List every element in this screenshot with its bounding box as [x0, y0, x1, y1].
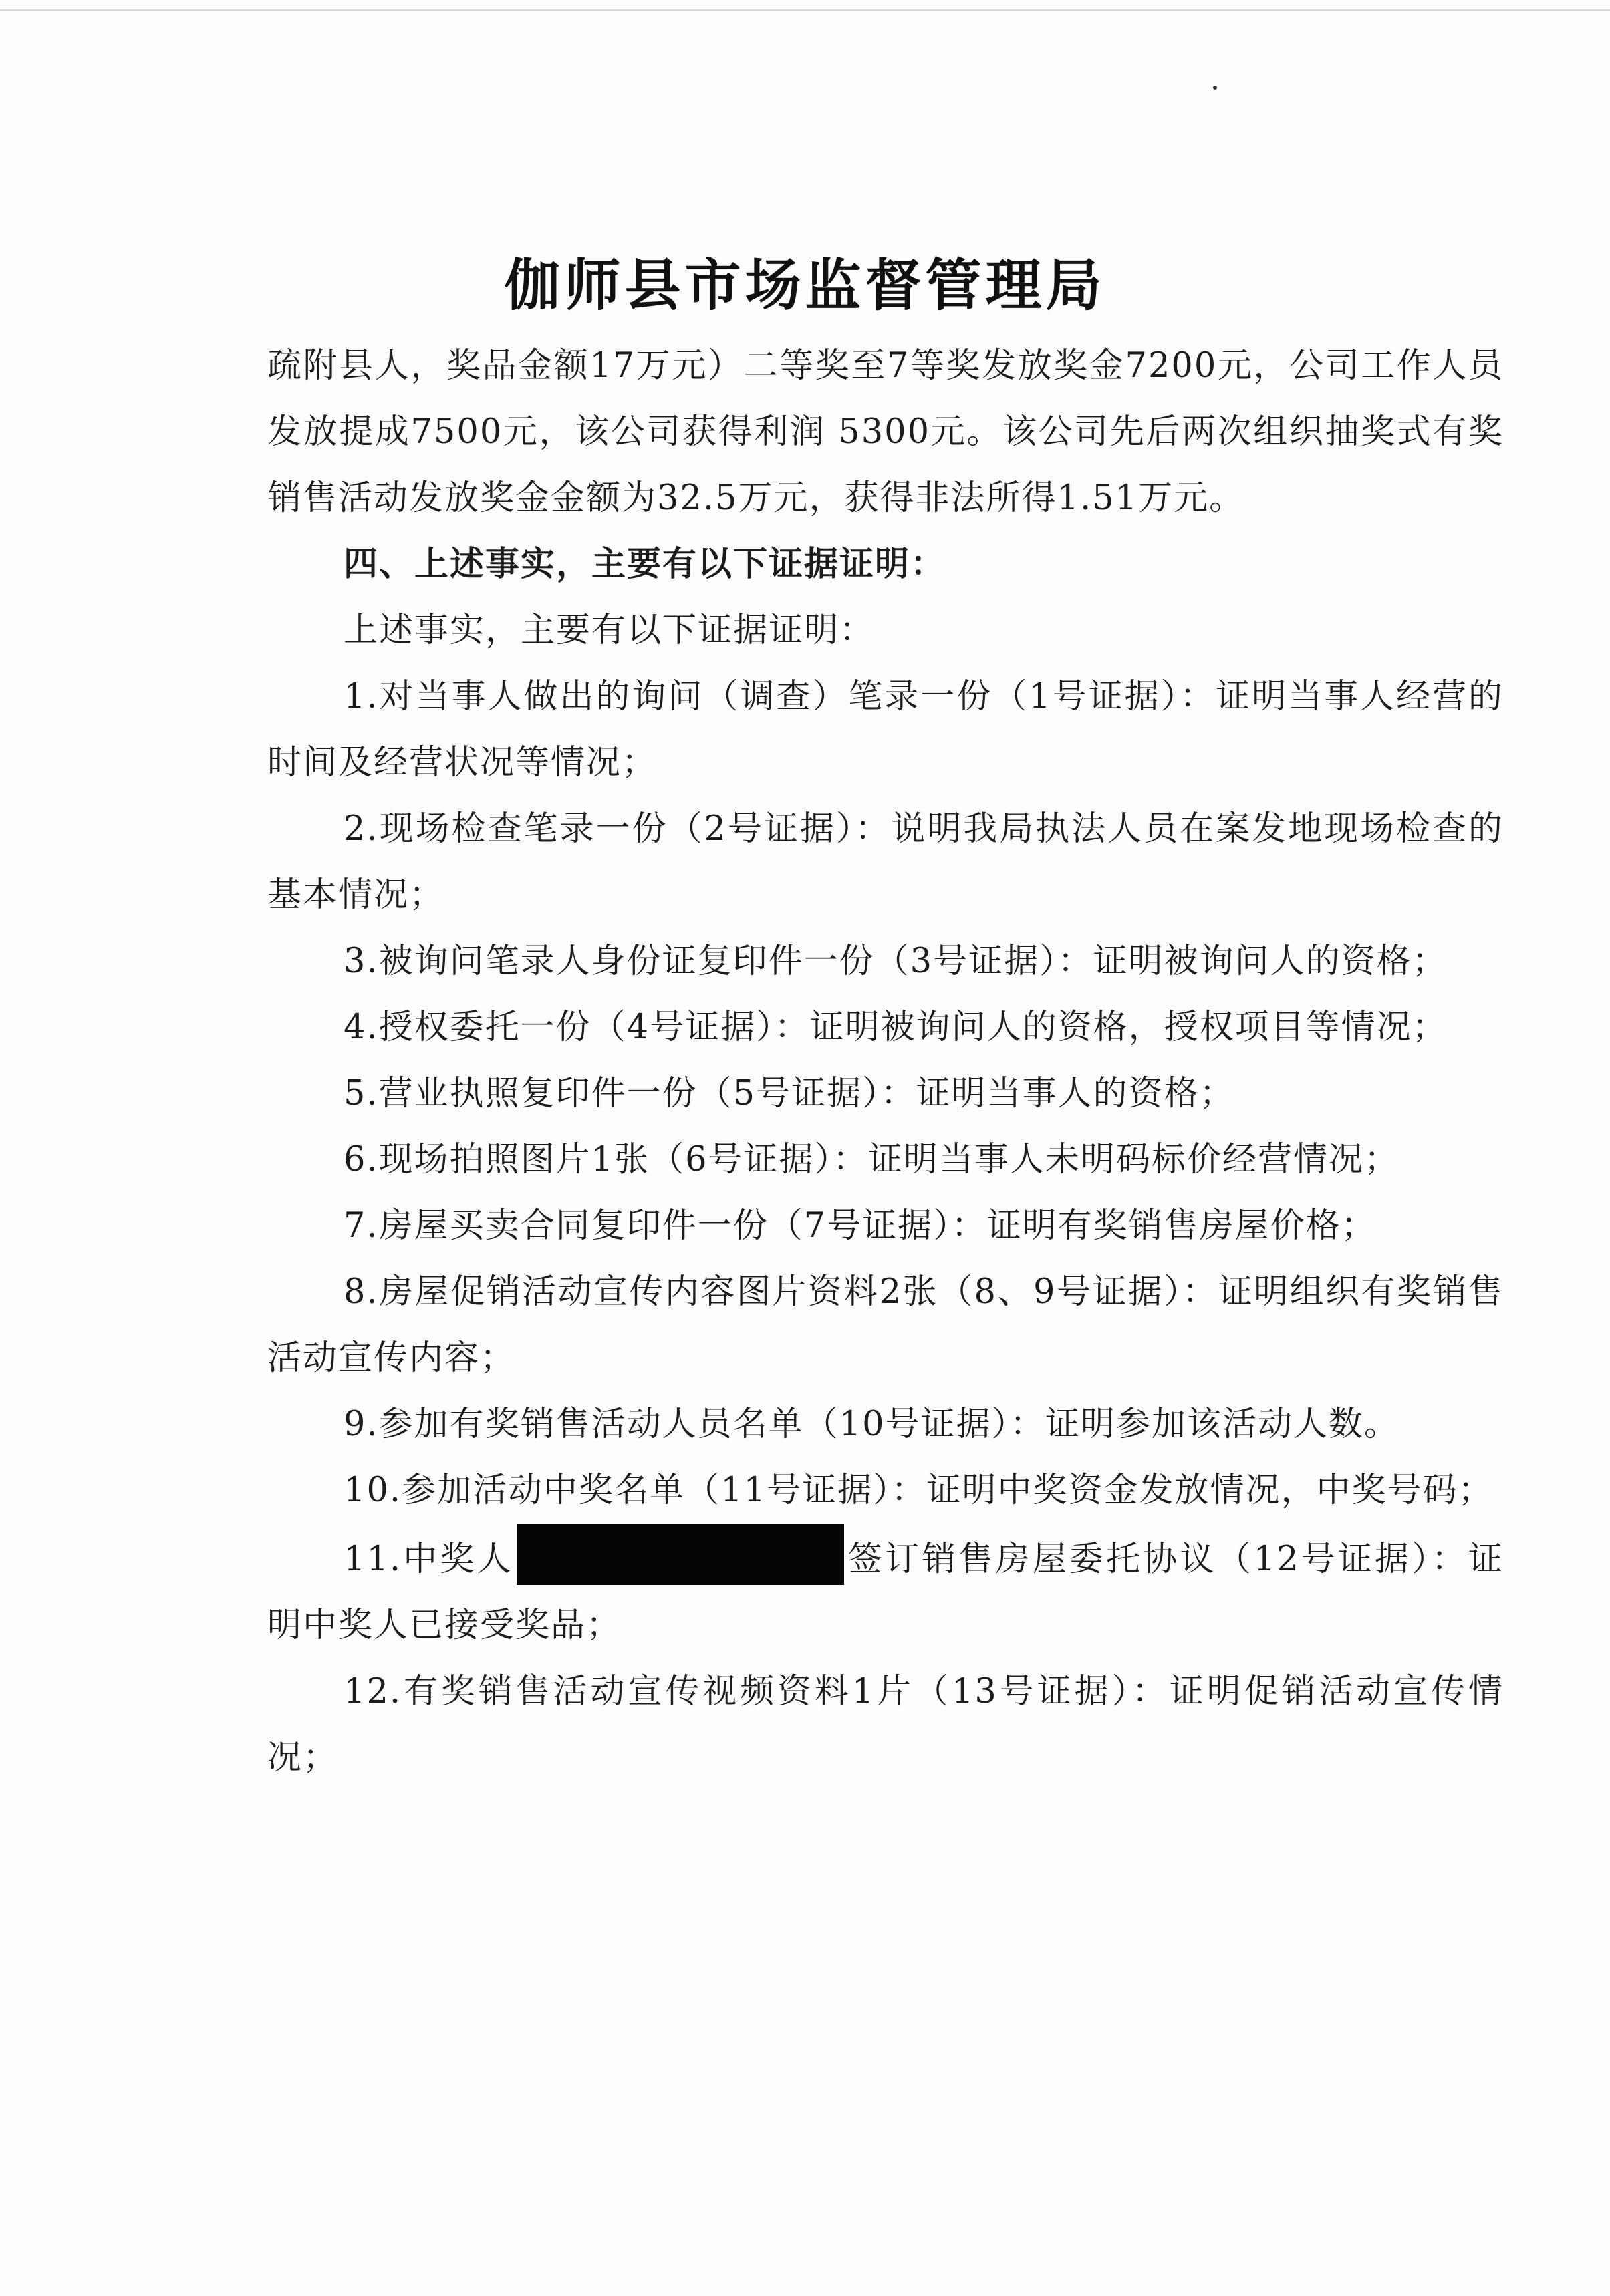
- evidence-item-5: 5.营业执照复印件一份（5号证据）：证明当事人的资格；: [344, 1074, 1235, 1113]
- evidence-item-4: 4.授权委托一份（4号证据）：证明被询问人的资格，授权项目等情况；: [344, 1008, 1448, 1047]
- scan-speck: [1213, 86, 1217, 90]
- evidence-item-8: 8.房屋促销活动宣传内容图片资料2张（8、9号证据）：证明组织有奖销售活动宣传内容；: [267, 1272, 1504, 1378]
- document-title: 伽师县市场监督管理局: [504, 253, 1106, 318]
- document-body: [267, 333, 1504, 1791]
- evidence-item-9: 9.参加有奖销售活动人员名单（10号证据）：证明参加该活动人数。: [344, 1405, 1400, 1444]
- evidence-item-3: 3.被询问笔录人身份证复印件一份（3号证据）：证明被询问人的资格；: [344, 942, 1448, 981]
- paragraph-continuation: 疏附县人，奖品金额17万元）二等奖至7等奖发放奖金7200元，公司工作人员发放提成7500元，该公司获得利润 5300元。该公司先后两次组织抽奖式有奖销售活动发放奖金金额为32.5万元，获得非法所得1.51万元。: [267, 346, 1504, 518]
- evidence-item-11: [267, 1524, 1504, 1659]
- evidence-item-12: 12.有奖销售活动宣传视频资料1片（13号证据）：证明促销活动宣传情况；: [267, 1672, 1504, 1777]
- evidence-item-6: 6.现场拍照图片1张（6号证据）：证明当事人未明码标价经营情况；: [344, 1140, 1400, 1179]
- scan-edge-line: [0, 9, 1610, 11]
- evidence-item-11-prefix: 11.中奖人: [344, 1540, 514, 1579]
- evidence-item-2: 2.现场检查笔录一份（2号证据）：说明我局执法人员在案发地现场检查的基本情况；: [267, 809, 1504, 915]
- section-heading-evidence: 四、上述事实，主要有以下证据证明：: [344, 545, 946, 584]
- evidence-item-1: 1.对当事人做出的询问（调查）笔录一份（1号证据）：证明当事人经营的时间及经营状况等情况；: [267, 677, 1504, 782]
- evidence-item-10: 10.参加活动中奖名单（11号证据）：证明中奖资金发放情况，中奖号码；: [344, 1471, 1494, 1510]
- paragraph-evidence-intro: 上述事实，主要有以下证据证明：: [344, 611, 876, 650]
- evidence-item-11-suffix: 签订销售房屋委托协议（12号证据）：证明中奖人已接受奖品；: [267, 1540, 1504, 1645]
- evidence-item-7: 7.房屋买卖合同复印件一份（7号证据）：证明有奖销售房屋价格；: [344, 1206, 1377, 1246]
- redaction-bar: [517, 1524, 844, 1585]
